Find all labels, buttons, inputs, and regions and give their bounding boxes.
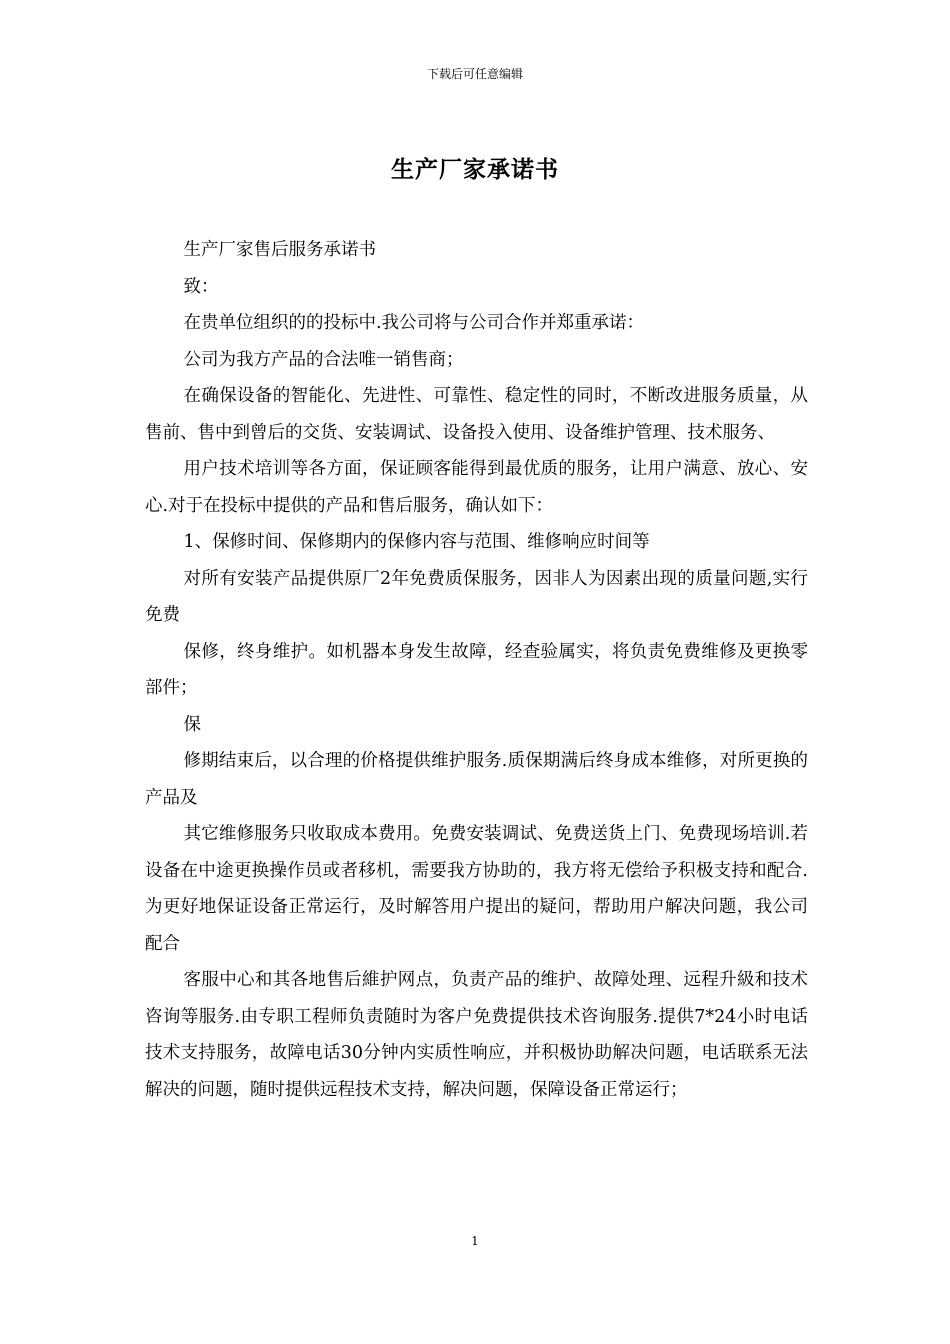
header-note: 下载后可任意编辑	[426, 67, 523, 81]
body-paragraph: 对所有安装产品提供原厂2年免费质保服务，因非人为因素出现的质量问题,实行免费	[145, 568, 808, 625]
document-title: 生产厂家承诺书	[391, 156, 559, 183]
body-paragraph: 修期结束后，以合理的价格提供维护服务.质保期满后终身成本维修，对所更换的产品及	[145, 751, 808, 808]
page-number: 1	[471, 1234, 479, 1248]
body-paragraph: 在确保设备的智能化、先进性、可靠性、稳定性的同时，不断改进服务质量，从售前、售中到曾后的交货、安装调试、设备投入使用、设备维护管理、技术服务、	[145, 386, 808, 443]
body-paragraph: 1、保修时间、保修期内的保修内容与范围、维修响应时间等	[183, 532, 650, 552]
document-body	[145, 232, 808, 1108]
body-paragraph: 其它维修服务只收取成本费用。免费安装调试、免费送货上门、免费现场培训.若设备在中途更换操作员或者移机，需要我方协助的，我方将无偿给予积极支持和配合.为更好地保证设备正常运行，及时解答用户提出的疑问，帮助用户解决问题，我公司配合	[145, 824, 808, 954]
body-paragraph: 客服中心和其各地售后維护网点，负责产品的维护、故障处理、远程升級和技术咨询等服务.由专职工程师负责随时为客户免费提供技术咨询服务.提供7*24小时电话技术支持服务，故障电话30分钟内实质性响应，并积极协助解决问题，电话联系无法解决的问题，随时提供远程技术支持，解决问题，保障设备正常运行；	[145, 970, 808, 1100]
body-paragraph: 保	[183, 714, 201, 735]
body-paragraph: 公司为我方产品的合法唯一销售商；	[183, 349, 464, 370]
body-paragraph: 致：	[183, 276, 219, 297]
body-paragraph: 生产厂家售后服务承诺书	[183, 240, 376, 260]
body-paragraph: 保修，终身维护。如机器本身发生故障，经查验属实，将负责免费维修及更换零部件；	[145, 641, 808, 698]
body-paragraph: 在贵单位组织的的投标中.我公司将与公司合作并郑重承诺：	[183, 313, 645, 333]
body-paragraph: 用户技术培训等各方面，保证顾客能得到最优质的服务，让用户满意、放心、安心.对于在投标中提供的产品和售后服务，确认如下：	[145, 459, 808, 516]
